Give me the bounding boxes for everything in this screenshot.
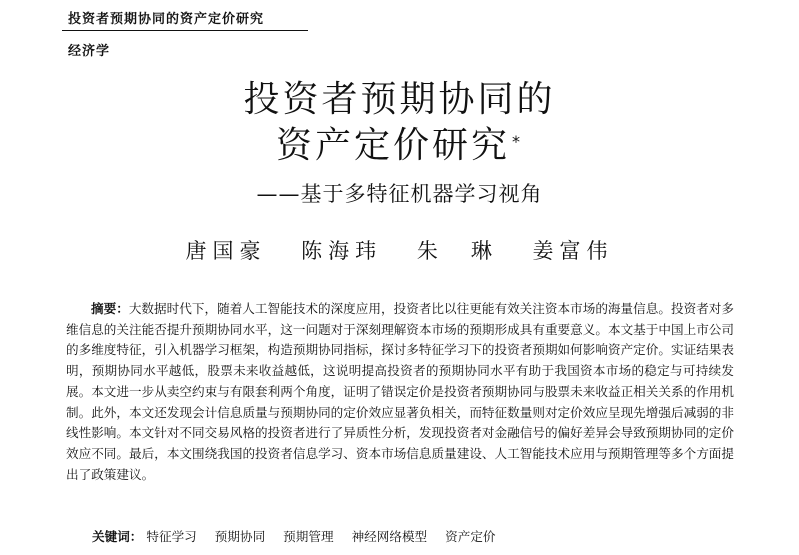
running-header: 投资者预期协同的资产定价研究 xyxy=(68,12,265,27)
title-line-1-text: 投资者预期协同的 xyxy=(243,79,556,120)
keyword-1: 特征学习 xyxy=(146,529,197,544)
keyword-5: 资产定价 xyxy=(445,529,496,544)
keyword-3: 预期管理 xyxy=(283,529,334,544)
abstract-text: 大数据时代下，随着人工智能技术的深度应用，投资者比以往更能有效关注资本市场的海量信息。投资者对多维信息的关注能否提升预期协同水平，这一问题对于深刻理解资本市场的预期形成具有重要意义。本文基于中国上市公司的多维度特征，引入机器学习框架，构造预期协同指标，探讨多特征学习下的投资者预期如何影响资产定价。实证结果表明，预期协同水平越低，股票未来收益越低，这说明提高投资者的预期协同水平有助于我国资本市场的稳定与可持续发展。本文进一步从卖空约束与有限套利两个角度，证明了错误定价是投资者预期协同与股票未来收益正相关关系的作用机制。此外，本文还发现会计信息质量与预期协同的定价效应显著负相关，而特征数量则对定价效应呈现先增强后减弱的非线性影响。本文针对不同交易风格的投资者进行了异质性分析，发现投资者对金融信号的偏好差异会导致预期协同的定价效应不同。最后，本文围绕我国的投资者信息学习、资本市场信息质量建设、人工智能技术应用与预期管理等多个方面提出了政策建议。 xyxy=(66,301,735,482)
keywords xyxy=(92,526,510,545)
author-2: 陈海玮 xyxy=(301,239,383,263)
abstract-label: 摘要： xyxy=(91,301,129,316)
header-rule xyxy=(62,30,308,31)
keywords-label: 关键词： xyxy=(92,529,143,544)
paper-subtitle: ——基于多特征机器学习视角 xyxy=(256,182,543,206)
author-1: 唐国豪 xyxy=(185,239,267,263)
paper-title-line-1 xyxy=(0,78,799,122)
title-line-2-text: 资产定价研究 xyxy=(275,125,510,166)
author-list xyxy=(0,235,799,265)
section-label: 经济学 xyxy=(68,44,111,59)
abstract xyxy=(66,299,734,485)
keyword-2: 预期协同 xyxy=(214,529,266,544)
paper-title-line-2 xyxy=(0,124,799,168)
keyword-4: 神经网络模型 xyxy=(351,529,428,544)
author-3: 朱 琳 xyxy=(416,239,498,263)
author-4: 姜富伟 xyxy=(532,239,614,263)
title-footnote-mark: * xyxy=(512,132,523,151)
